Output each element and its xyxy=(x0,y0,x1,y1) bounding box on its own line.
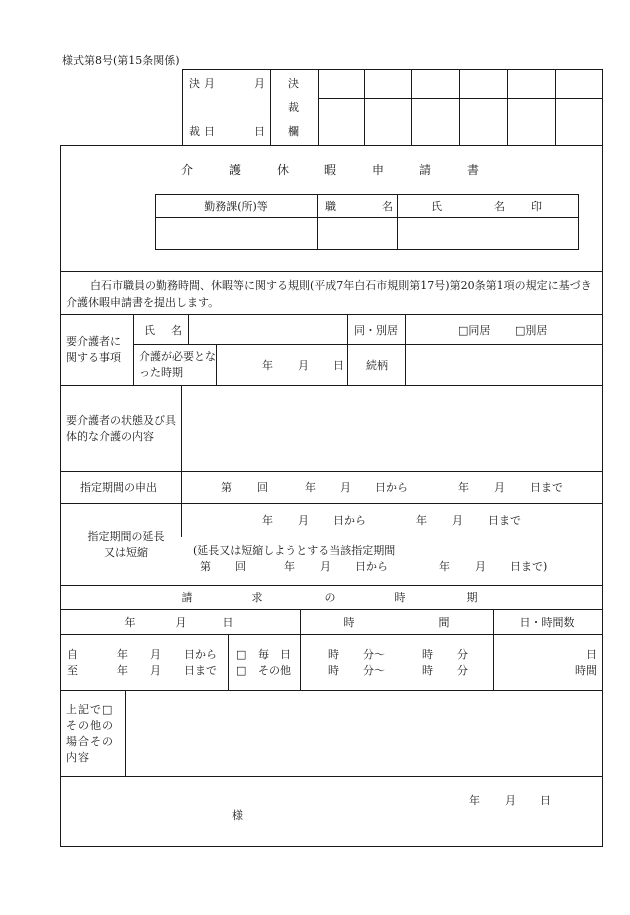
relation-label: 続柄 xyxy=(366,359,388,372)
recipient-name-label-1: 氏 xyxy=(144,324,155,337)
rt-minute-from-1: 分～ xyxy=(363,648,385,661)
approval-month-label: 月 xyxy=(204,77,215,90)
rt-minute-2: 分 xyxy=(457,664,468,677)
care-recipient-label: 要介護者に関する事項 xyxy=(66,335,121,364)
extension-label: 指定期間の延長又は短縮 xyxy=(87,530,165,559)
rp-char: の xyxy=(324,591,336,604)
rt-shi: 至 xyxy=(67,664,78,677)
days-hours-header: 日・時間数 xyxy=(519,616,575,629)
approval-month-label-2: 月 xyxy=(254,77,265,90)
dp-year2: 年 xyxy=(458,481,469,494)
rt-hour2-1: 時 xyxy=(422,648,433,661)
dp-month2: 月 xyxy=(494,481,505,494)
divider xyxy=(60,271,603,272)
dp-until: 日まで xyxy=(530,481,563,494)
divider xyxy=(60,585,603,586)
ext-until: 日まで xyxy=(488,514,521,527)
ext-year4: 年 xyxy=(439,560,450,573)
other-content-label: 上記で□その他の場合その内容 xyxy=(66,703,114,764)
rt-ji: 自 xyxy=(67,648,78,661)
title-char: 介 xyxy=(180,163,194,177)
ext-note: (延長又は短縮しようとする当該指定期間 xyxy=(193,544,396,557)
relation-input[interactable] xyxy=(406,345,602,385)
dp-year: 年 xyxy=(305,481,316,494)
condition-input[interactable] xyxy=(182,386,602,471)
approval-day-label: 日 xyxy=(204,125,215,138)
cohabit-label: 同・別居 xyxy=(354,324,398,337)
dp-month: 月 xyxy=(340,481,351,494)
recipient-name-label-2: 名 xyxy=(171,324,182,337)
post-header-1: 職 xyxy=(325,200,336,213)
need-time-label: 介護が必要となった時期 xyxy=(139,350,216,379)
designated-period-label: 指定期間の申出 xyxy=(80,481,157,494)
other-content-input[interactable] xyxy=(126,691,602,776)
divider xyxy=(60,609,603,610)
ext-month4: 月 xyxy=(475,560,486,573)
rt-hour-1: 時 xyxy=(328,648,339,661)
ext-kai: 回 xyxy=(235,560,246,573)
seal-header: 印 xyxy=(531,200,542,213)
rt-time-header-2: 間 xyxy=(438,616,450,629)
need-day-label: 日 xyxy=(333,359,344,372)
cohabit-option-separate[interactable]: □別居 xyxy=(515,324,548,337)
other-label: その他 xyxy=(258,664,291,677)
ext-year: 年 xyxy=(262,514,273,527)
rp-char: 求 xyxy=(251,591,263,604)
rt-hour-2: 時 xyxy=(328,664,339,677)
footer-sama: 様 xyxy=(232,809,243,822)
recipient-name-input[interactable] xyxy=(189,315,346,343)
approval-sai-bottom: 裁 xyxy=(189,125,200,138)
other-checkbox[interactable]: □ xyxy=(236,664,247,677)
approval-ran: 欄 xyxy=(288,125,299,138)
ext-month: 月 xyxy=(298,514,309,527)
dp-dai: 第 xyxy=(221,481,232,494)
condition-label: 要介護者の状態及び具体的な介護の内容 xyxy=(66,414,176,443)
approval-ketsu-2: 決 xyxy=(288,77,299,90)
rt-time-header-1: 時 xyxy=(343,616,355,629)
ext-dai: 第 xyxy=(200,560,211,573)
title-char: 休 xyxy=(276,163,290,177)
need-month-label: 月 xyxy=(298,359,309,372)
rp-char: 時 xyxy=(394,591,406,604)
ext-year2: 年 xyxy=(416,514,427,527)
approval-ketsu: 決 xyxy=(189,77,200,90)
name-input[interactable] xyxy=(398,218,577,249)
ext-from: 日から xyxy=(333,514,366,527)
rt-hour2-2: 時 xyxy=(422,664,433,677)
hours-unit: 時間 xyxy=(575,664,597,677)
rt-minute-from-2: 分～ xyxy=(363,664,385,677)
ext-from3: 日から xyxy=(355,560,388,573)
title-char: 護 xyxy=(228,163,242,177)
approval-sai: 裁 xyxy=(288,101,299,114)
cohabit-option-together[interactable]: □同居 xyxy=(458,324,491,337)
rt-from: 日から xyxy=(184,648,217,661)
title-char: 暇 xyxy=(323,163,337,177)
rp-char: 請 xyxy=(181,591,193,604)
dp-kai: 回 xyxy=(257,481,268,494)
rt-year-2: 年 xyxy=(117,664,128,677)
rt-year-1: 年 xyxy=(117,648,128,661)
days-unit: 日 xyxy=(586,648,597,661)
rt-minute-1: 分 xyxy=(457,648,468,661)
footer-day: 日 xyxy=(540,794,551,807)
declaration-text: 白石市職員の勤務時間、休暇等に関する規則(平成7年白石市規則第17号)第20条第1項の規定に基づき介護休暇申請書を提出します。 xyxy=(66,279,592,309)
dp-from: 日から xyxy=(375,481,408,494)
rp-char: 期 xyxy=(466,591,478,604)
rt-month-header: 月 xyxy=(175,616,187,629)
divider xyxy=(60,503,603,504)
approval-day-label-2: 日 xyxy=(254,125,265,138)
rt-month-1: 月 xyxy=(150,648,161,661)
rt-day-header: 日 xyxy=(222,616,234,629)
post-header-2: 名 xyxy=(382,200,393,213)
form-number: 様式第8号(第15条関係) xyxy=(62,54,180,67)
ext-month3: 月 xyxy=(320,560,331,573)
footer-month: 月 xyxy=(505,794,516,807)
title-char: 請 xyxy=(418,163,432,177)
rt-month-2: 月 xyxy=(150,664,161,677)
rt-year-header: 年 xyxy=(124,616,136,629)
title-char: 申 xyxy=(371,163,385,177)
title-char: 書 xyxy=(466,163,480,177)
every-day-label: 毎 日 xyxy=(258,648,291,661)
ext-year3: 年 xyxy=(284,560,295,573)
post-input[interactable] xyxy=(318,218,396,249)
rt-until: 日まで xyxy=(184,664,217,677)
every-day-checkbox[interactable]: □ xyxy=(236,648,247,661)
need-year-label: 年 xyxy=(262,359,273,372)
footer-year: 年 xyxy=(469,794,480,807)
name-header-1: 氏 xyxy=(431,200,442,213)
dept-input[interactable] xyxy=(156,218,316,249)
name-header-2: 名 xyxy=(494,200,505,213)
dept-header: 勤務課(所)等 xyxy=(204,200,268,213)
ext-month2: 月 xyxy=(452,514,463,527)
ext-until4: 日まで) xyxy=(510,560,548,573)
